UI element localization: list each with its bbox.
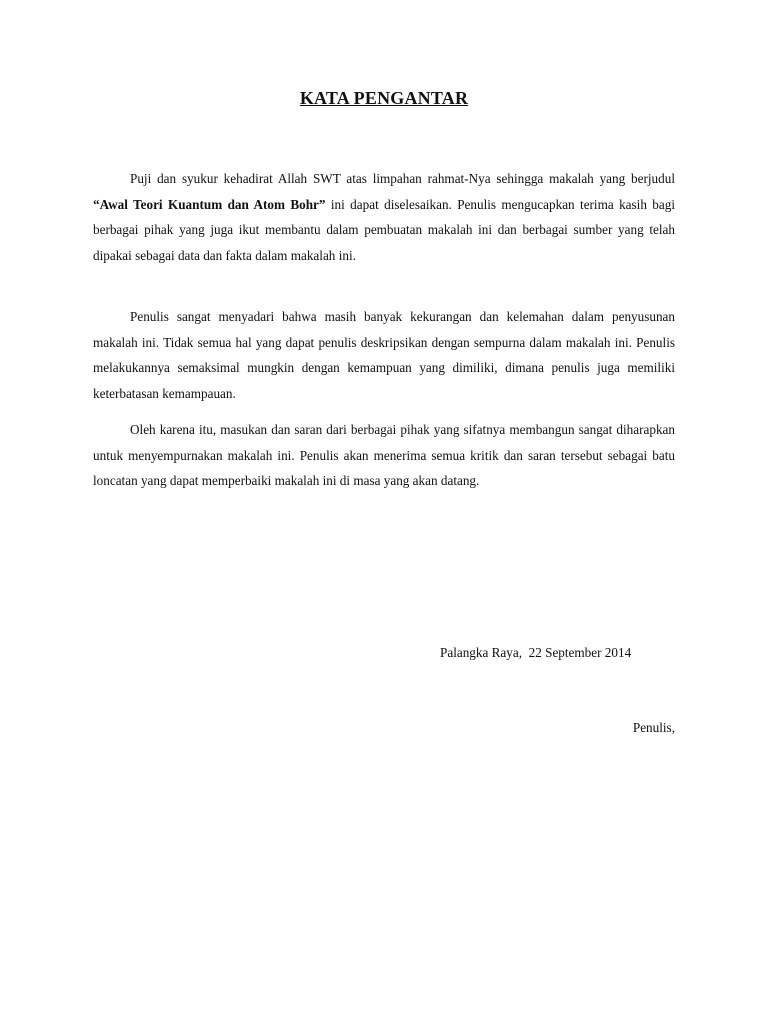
paragraph-intro-text-start: Puji dan syukur kehadirat Allah SWT atas limpahan rahmat-Nya sehingga makalah yang berjudul — [130, 171, 675, 186]
paragraph-intro — [93, 166, 675, 268]
place-and-date: Palangka Raya, 22 September 2014 — [440, 645, 632, 660]
paragraph-feedback-text: Oleh karena itu, masukan dan saran dari berbagai pihak yang sifatnya membangun sangat diharapkan untuk menyempurnakan makalah ini. Penulis akan menerima semua kritik dan saran tersebut sebagai batu loncatan yang dapat memperbaiki makalah ini di masa yang akan datang. — [93, 422, 675, 488]
paragraph-limitations — [93, 304, 675, 406]
paragraph-limitations-text: Penulis sangat menyadari bahwa masih banyak kekurangan dan kelemahan dalam penyusunan makalah ini. Tidak semua hal yang dapat penulis deskripsikan dengan sempurna dalam makalah ini. Penulis melakukannya semaksimal mungkin dengan kemampuan yang dimiliki, dimana penulis juga memiliki keterbatasan kemampauan. — [93, 309, 675, 401]
paragraph-intro-text-end: ini dapat diselesaikan. Penulis mengucapkan terima kasih bagi berbagai pihak yang juga ikut membantu dalam pembuatan makalah ini dan berbagai sumber yang telah dipakai sebagai data dan fakta dalam makalah ini. — [93, 196, 675, 263]
paper-title-emphasis: “Awal Teori Kuantum dan Atom Bohr” — [93, 196, 326, 212]
signature-label: Penulis, — [632, 720, 675, 735]
page-title: KATA PENGANTAR — [299, 88, 469, 108]
paragraph-feedback — [93, 417, 675, 494]
